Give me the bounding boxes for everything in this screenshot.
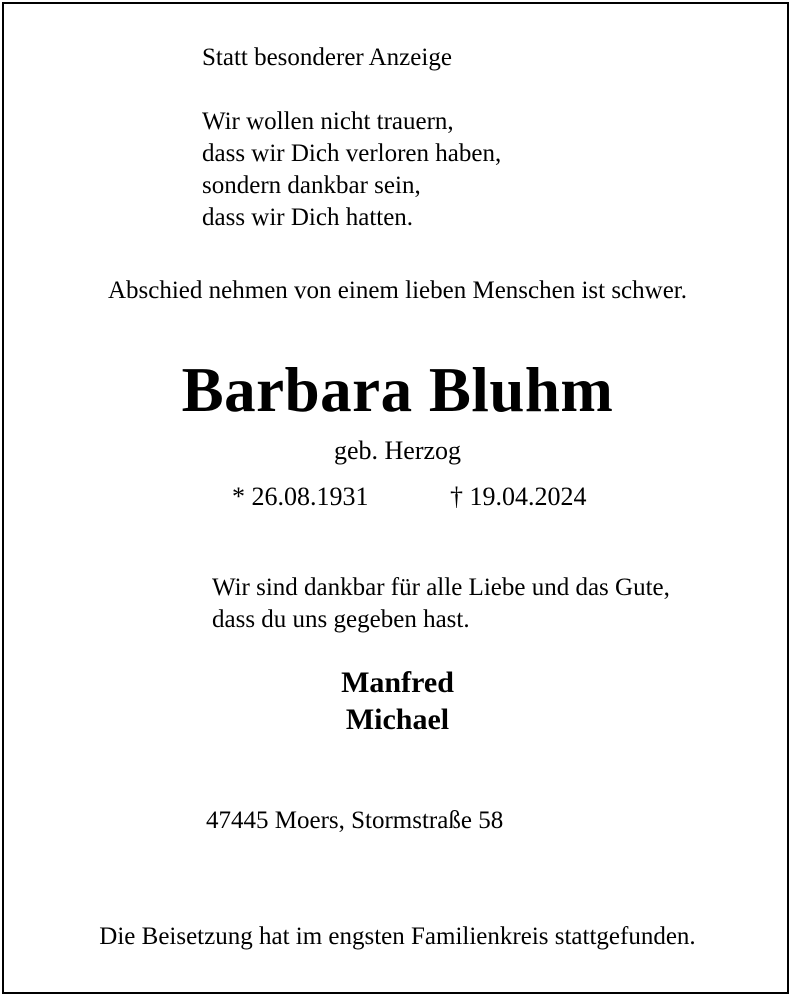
farewell-line: Abschied nehmen von einem lieben Menschen ist schwer. bbox=[107, 277, 688, 304]
maiden-name: geb. Herzog bbox=[333, 436, 462, 465]
obituary-notice bbox=[2, 2, 789, 994]
deceased-name: Barbara Bluhm bbox=[181, 355, 614, 425]
address: 47445 Moers, Stormstraße 58 bbox=[206, 807, 504, 834]
death-date: † 19.04.2024 bbox=[450, 482, 587, 511]
thanks-line: dass du uns gegeben hast. bbox=[212, 606, 470, 633]
poem-line: dass wir Dich verloren haben, bbox=[202, 140, 502, 167]
poem bbox=[202, 106, 501, 234]
poem-line: Wir wollen nicht trauern, bbox=[202, 108, 454, 135]
poem-line: sondern dankbar sein, bbox=[202, 172, 421, 199]
thanks-text bbox=[212, 572, 670, 636]
poem-line: dass wir Dich hatten. bbox=[202, 204, 414, 231]
signers bbox=[4, 664, 791, 738]
funeral-note: Die Beisetzung hat im engsten Familienkreis stattgefunden. bbox=[99, 923, 696, 950]
signer-name: Michael bbox=[345, 703, 450, 736]
signer-name: Manfred bbox=[341, 666, 454, 699]
birth-date: * 26.08.1931 bbox=[232, 482, 369, 511]
intro-line: Statt besonderer Anzeige bbox=[202, 44, 452, 71]
thanks-line: Wir sind dankbar für alle Liebe und das Gute, bbox=[212, 574, 670, 601]
